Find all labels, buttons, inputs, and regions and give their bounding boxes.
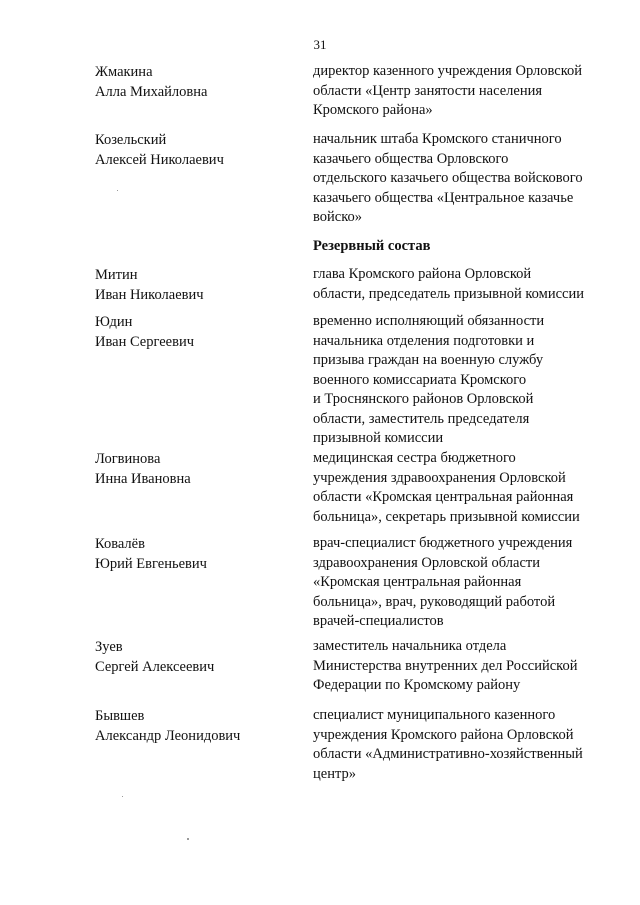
- role-line: Министерства внутренних дел Российской: [313, 657, 578, 674]
- role-line: области «Центр занятости населения: [313, 82, 543, 99]
- member-role: [313, 312, 613, 449]
- role-line: временно исполняющий обязанности: [313, 313, 545, 329]
- role-line: области, председатель призывной комиссии: [313, 285, 584, 302]
- member-name: [95, 130, 295, 170]
- member-surname: Козельский: [95, 132, 167, 148]
- member-role: [313, 534, 613, 632]
- member-role: [313, 706, 613, 784]
- role-line: заместитель начальника отдела: [313, 638, 507, 654]
- member-name: [95, 706, 295, 746]
- member-name: [95, 62, 295, 102]
- role-line: медицинская сестра бюджетного: [313, 450, 516, 466]
- role-line: больница», врач, руководящий работой: [313, 593, 556, 610]
- member-given-names: Иван Николаевич: [95, 287, 204, 303]
- member-surname: Зуев: [95, 639, 123, 655]
- member-name: [95, 534, 295, 574]
- member-given-names: Иван Сергеевич: [95, 334, 195, 350]
- member-name: [95, 449, 295, 489]
- role-line: области «Кромская центральная районная: [313, 489, 574, 505]
- role-line: области «Административно-хозяйственный: [313, 746, 583, 762]
- role-line: учреждения здравоохранения Орловской: [313, 469, 566, 486]
- member-surname: Юдин: [95, 314, 133, 330]
- role-line: военного комиссариата Кромского: [313, 371, 527, 388]
- role-line: начальника отделения подготовки и: [313, 332, 535, 349]
- role-line: здравоохранения Орловской области: [313, 554, 540, 571]
- role-line: войско»: [313, 209, 363, 225]
- role-line: призывной комиссии: [313, 430, 444, 446]
- role-line: призыва граждан на военную службу: [313, 352, 544, 368]
- role-line: начальник штаба Кромского станичного: [313, 131, 562, 147]
- member-name: [95, 637, 295, 677]
- role-line: «Кромская центральная районная: [313, 574, 522, 590]
- role-line: отдельского казачьего общества войскового: [313, 170, 583, 186]
- member-surname: Логвинова: [95, 451, 161, 467]
- scan-speck: [122, 796, 123, 797]
- role-line: специалист муниципального казенного: [313, 707, 556, 723]
- member-role: [313, 265, 613, 304]
- member-role: [313, 62, 613, 121]
- role-line: глава Кромского района Орловской: [313, 266, 532, 282]
- page-number: 31: [313, 37, 327, 52]
- member-role: [313, 449, 613, 527]
- member-surname: Жмакина: [95, 64, 153, 80]
- member-role: [313, 637, 613, 696]
- member-given-names: Александр Леонидович: [95, 728, 241, 744]
- member-surname: Митин: [95, 267, 138, 283]
- role-line: Кромского района»: [313, 102, 433, 118]
- scan-speck: [187, 838, 189, 840]
- role-line: центр»: [313, 765, 356, 782]
- role-line: казачьего общества Орловского: [313, 150, 509, 167]
- member-surname: Бывшев: [95, 708, 145, 724]
- role-line: области, заместитель председателя: [313, 410, 530, 427]
- member-name: [95, 265, 295, 305]
- scan-speck: [117, 190, 118, 191]
- role-line: учреждения Кромского района Орловской: [313, 726, 574, 743]
- role-line: больница», секретарь призывной комиссии: [313, 508, 580, 525]
- member-given-names: Сергей Алексеевич: [95, 659, 215, 675]
- member-given-names: Инна Ивановна: [95, 471, 191, 487]
- role-line: Федерации по Кромскому району: [313, 677, 521, 693]
- member-surname: Ковалёв: [95, 536, 145, 552]
- member-given-names: Юрий Евгеньевич: [95, 556, 207, 572]
- role-line: врач-специалист бюджетного учреждения: [313, 535, 573, 551]
- role-line: директор казенного учреждения Орловской: [313, 63, 583, 79]
- role-line: казачьего общества «Центральное казачье: [313, 189, 574, 206]
- role-line: и Троснянского районов Орловской: [313, 391, 534, 407]
- role-line: врачей-специалистов: [313, 613, 444, 629]
- member-given-names: Алексей Николаевич: [95, 152, 224, 168]
- reserve-section-heading: Резервный состав: [313, 238, 431, 254]
- member-role: [313, 130, 613, 228]
- member-name: [95, 312, 295, 352]
- member-given-names: Алла Михайловна: [95, 84, 208, 100]
